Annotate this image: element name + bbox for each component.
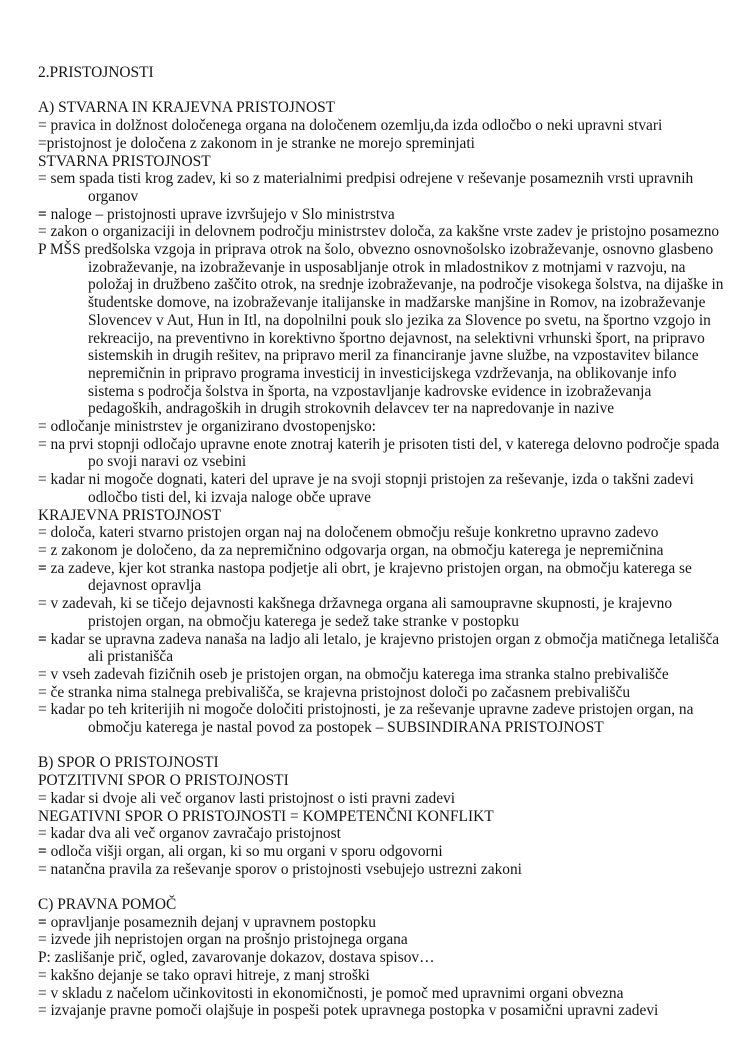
text-line: = natančna pravila za reševanje sporov o pristojnosti vsebujejo ustrezni zakoni xyxy=(38,860,522,878)
bold-bullet-marker: = xyxy=(38,630,47,648)
text-line: nepremičnin in pripravo programa investicij in investicijskega vzdrževanja, na oblikovanje info xyxy=(88,364,677,382)
text-line: pedagoških, andragoških in drugih strokovnih delavcev ter na napredovanje in nazive xyxy=(88,400,615,418)
text-line: položaj in družbeno zaščito otrok, na srednje izobraževanje, na področje visokega šolstva, na dijaške in xyxy=(88,276,724,294)
text-line: sistemskih in drugih rešitev, na pripravo meril za financiranje javne službe, na vzpostavitev bilance xyxy=(88,347,699,365)
heading-line: STVARNA PRISTOJNOST xyxy=(38,152,211,170)
heading-line: KRAJEVNA PRISTOJNOST xyxy=(38,506,222,524)
text-line: = kadar se upravna zadeva nanaša na ladjo ali letalo, je krajevno pristojen organ z območja matičnega letališča xyxy=(38,630,720,648)
bold-bullet-marker: = xyxy=(38,842,47,860)
text-line: = kadar si dvoje ali več organov lasti pristojnost o isti pravni zadevi xyxy=(38,789,456,807)
heading-line: A) STVARNA IN KRAJEVNA PRISTOJNOST xyxy=(38,99,336,117)
heading-line: 2.PRISTOJNOSTI xyxy=(38,64,154,81)
text-line: = kadar po teh kriterijih ni mogoče določiti pristojnosti, je za reševanje upravne zadeve pristojen organ, na xyxy=(38,701,694,719)
text-line: območju katerega je nastal povod za postopek – SUBSINDIRANA PRISTOJNOST xyxy=(88,719,604,737)
text-line: Slovencev v Aut, Hun in Itl, na dopolnilni pouk slo jezika za Slovence po svetu, na športno vzgojo in xyxy=(88,311,711,329)
text-line: = v skladu z načelom učinkovitosti in ekonomičnosti, je pomoč med upravnimi organi obvezna xyxy=(38,984,624,1002)
text-line: = izvede jih nepristojen organ na prošnjo pristojnega organa xyxy=(38,931,408,949)
text-line: = če stranka nima stalnega prebivališča, se krajevna pristojnost določi po začasnem prebivališču xyxy=(38,683,631,701)
bold-bullet-marker: = xyxy=(38,913,47,931)
blank-line xyxy=(38,878,720,896)
text-line: dejavnost opravlja xyxy=(88,577,202,595)
text-line: = v zadevah, ki se tičejo dejavnosti kakšnega državnega organa ali samoupravne skupnosti, je krajevno xyxy=(38,595,673,613)
document-lines xyxy=(38,64,724,1020)
text-line: P: zaslišanje prič, ogled, zavarovanje dokazov, dostava spisov… xyxy=(38,949,435,967)
text-line: izobraževanje, na izobraževanje in usposabljanje otrok in mladostnikov z motnjami v razvoju, na xyxy=(88,258,686,276)
text-line: = sem spada tisti krog zadev, ki so z materialnimi predpisi odrejene v reševanje posameznih vrsti upravnih xyxy=(38,170,694,188)
text-line: organov xyxy=(88,187,139,205)
heading-line: B) SPOR O PRISTOJNOSTI xyxy=(38,754,219,772)
text-line: = izvajanje pravne pomoči olajšuje in pospeši potek upravnega postopka v posamični upravni zadevi xyxy=(38,1002,659,1020)
text-line: po svoji naravi oz vsebini xyxy=(88,453,247,471)
text-line: =pristojnost je določena z zakonom in je stranke ne morejo spreminjati xyxy=(38,134,475,152)
text-line: = kadar ni mogoče dognati, kateri del uprave je na svoji stopnji pristojen za reševanje, izda o takšni zadevi xyxy=(38,471,694,489)
text-line: = odloča višji organ, ali organ, ki so mu organi v sporu odgovorni xyxy=(38,842,443,860)
text-line: = pravica in dolžnost določenega organa na določenem ozemlju,da izda odločbo o neki upravni stvari xyxy=(38,117,663,135)
text-line: = naloge – pristojnosti uprave izvršujejo v Slo ministrstva xyxy=(38,205,395,223)
text-line: ali pristanišča xyxy=(88,648,174,666)
text-line: = na prvi stopnji odločajo upravne enote znotraj katerih je prisoten tisti del, v katerega delovno področje spada xyxy=(38,435,720,453)
text-line: = odločanje ministrstev je organizirano dvostopenjsko: xyxy=(38,418,376,436)
text-line: = opravljanje posameznih dejanj v upravnem postopku xyxy=(38,913,376,931)
heading-line: POTZITIVNI SPOR O PRISTOJNOSTI xyxy=(38,772,289,790)
heading-line: C) PRAVNA POMOČ xyxy=(38,896,177,914)
text-line: študentske domove, na izobraževanje italijanske in madžarske manjšine in Romov, na izobraževanje xyxy=(88,294,706,312)
text-line: = kadar dva ali več organov zavračajo pristojnost xyxy=(38,825,341,843)
text-line: = z zakonom je določeno, da za nepremičnino odgovarja organ, na območju katerega je nepremičnina xyxy=(38,541,664,559)
text-line: = kakšno dejanje se tako opravi hitreje, z manj stroški xyxy=(38,966,370,984)
text-line: odločbo tisti del, ki izvaja naloge obče uprave xyxy=(88,488,371,506)
text-line: pristojen organ, na območju katerega je sedež take stranke v postopku xyxy=(88,612,519,630)
text-line: = v vseh zadevah fizičnih oseb je pristojen organ, na območju katerega ima stranka stalno prebivališče xyxy=(38,665,669,683)
text-line: = določa, kateri stvarno pristojen organ naj na določenem območju rešuje konkretno upravno zadevo xyxy=(38,524,659,542)
text-line: P MŠS predšolska vzgoja in priprava otrok na šolo, obvezno osnovnošolsko izobraževanje, osnovno glasbeno xyxy=(38,241,714,259)
text-line: sistema s področja šolstva in športa, na vzpostavljanje kadrovske evidence in izobraževanja xyxy=(88,382,652,400)
blank-line xyxy=(38,82,720,100)
bold-bullet-marker: = xyxy=(38,559,47,577)
blank-line xyxy=(38,737,720,755)
text-line: rekreacijo, na preventivno in korektivno športno dejavnost, na selektivni vrhunski šport, na pripravo xyxy=(88,329,705,347)
text-line: = za zadeve, kjer kot stranka nastopa podjetje ali obrt, je krajevno pristojen organ, na območju katerega se xyxy=(38,559,692,577)
heading-line: NEGATIVNI SPOR O PRISTOJNOSTI = KOMPETENČNI KONFLIKT xyxy=(38,807,494,825)
bold-bullet-marker: = xyxy=(38,205,47,223)
text-line: = zakon o organizaciji in delovnem področju ministrstev določa, za kakšne vrste zadev je pristojno posamezno xyxy=(38,223,720,241)
